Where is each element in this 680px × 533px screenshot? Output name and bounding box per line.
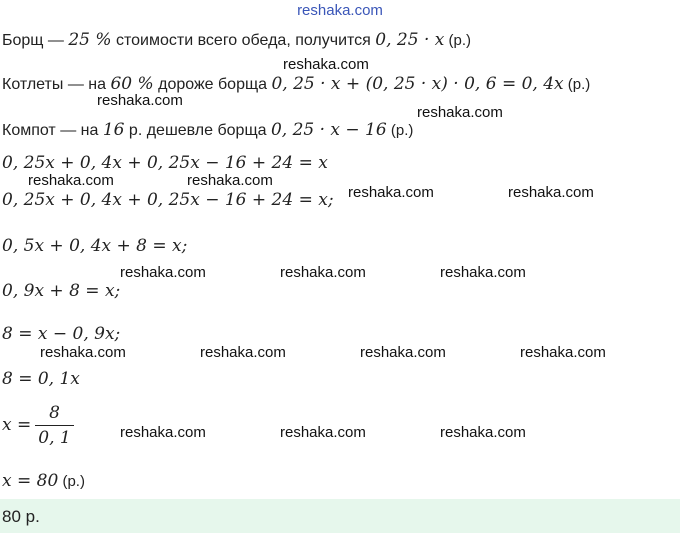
watermark: reshaka.com <box>28 172 114 189</box>
line-text: дороже борща <box>153 76 272 93</box>
math-expression: 0, 25 · x − 16 <box>270 120 387 140</box>
unit-label: (р.) <box>58 473 85 490</box>
line-prefix: Компот — на <box>2 122 103 139</box>
result-expression: x = 80 <box>2 471 59 491</box>
fraction-denominator: 0, 1 <box>38 428 71 448</box>
math-expression: 0, 25 · x + (0, 25 · x) · 0, 6 = 0, 4x <box>271 74 564 94</box>
unit-label: (р.) <box>444 32 472 49</box>
line-prefix: Котлеты — на <box>2 76 111 93</box>
watermark: reshaka.com <box>520 344 606 361</box>
site-header-link[interactable]: reshaka.com <box>297 2 383 19</box>
watermark: reshaka.com <box>120 264 206 281</box>
line-text: р. дешевле борща <box>124 122 271 139</box>
equation-line: 8 = x − 0, 9x; <box>2 324 121 344</box>
equation-line: 0, 9x + 8 = x; <box>2 281 121 301</box>
watermark: reshaka.com <box>200 344 286 361</box>
solution-line-borsch <box>2 30 471 50</box>
percent-value: 60 % <box>110 74 154 94</box>
fraction <box>35 403 73 448</box>
watermark: reshaka.com <box>120 424 206 441</box>
line-prefix: Борщ — <box>2 32 69 49</box>
watermark: reshaka.com <box>187 172 273 189</box>
watermark: reshaka.com <box>360 344 446 361</box>
math-expression: 0, 25 · x <box>375 30 445 50</box>
amount-value: 16 <box>102 120 125 140</box>
line-text: стоимости всего обеда, получится <box>111 32 376 49</box>
fraction-lhs: x = <box>2 415 32 435</box>
watermark: reshaka.com <box>348 184 434 201</box>
watermark: reshaka.com <box>508 184 594 201</box>
watermark: reshaka.com <box>280 424 366 441</box>
answer-text: 80 р. <box>2 507 40 526</box>
percent-value: 25 % <box>68 30 112 50</box>
equation-line: 8 = 0, 1x <box>2 369 80 389</box>
equation-line: 0, 25x + 0, 4x + 0, 25x − 16 + 24 = x; <box>2 190 334 210</box>
solution-line-compote <box>2 120 413 140</box>
watermark: reshaka.com <box>440 264 526 281</box>
watermark: reshaka.com <box>97 92 183 109</box>
fraction-numerator: 8 <box>35 403 73 426</box>
equation-line: 0, 25x + 0, 4x + 0, 25x − 16 + 24 = x <box>2 153 328 173</box>
unit-label: (р.) <box>563 76 591 93</box>
watermark: reshaka.com <box>40 344 126 361</box>
watermark: reshaka.com <box>280 264 366 281</box>
solution-line-cutlets <box>2 74 590 94</box>
watermark: reshaka.com <box>417 104 503 121</box>
equation-line: 0, 5x + 0, 4x + 8 = x; <box>2 236 188 256</box>
watermark: reshaka.com <box>440 424 526 441</box>
result-line <box>2 471 85 491</box>
answer-box <box>0 499 680 533</box>
unit-label: (р.) <box>386 122 414 139</box>
watermark: reshaka.com <box>283 56 369 73</box>
fraction-equation <box>2 403 74 448</box>
